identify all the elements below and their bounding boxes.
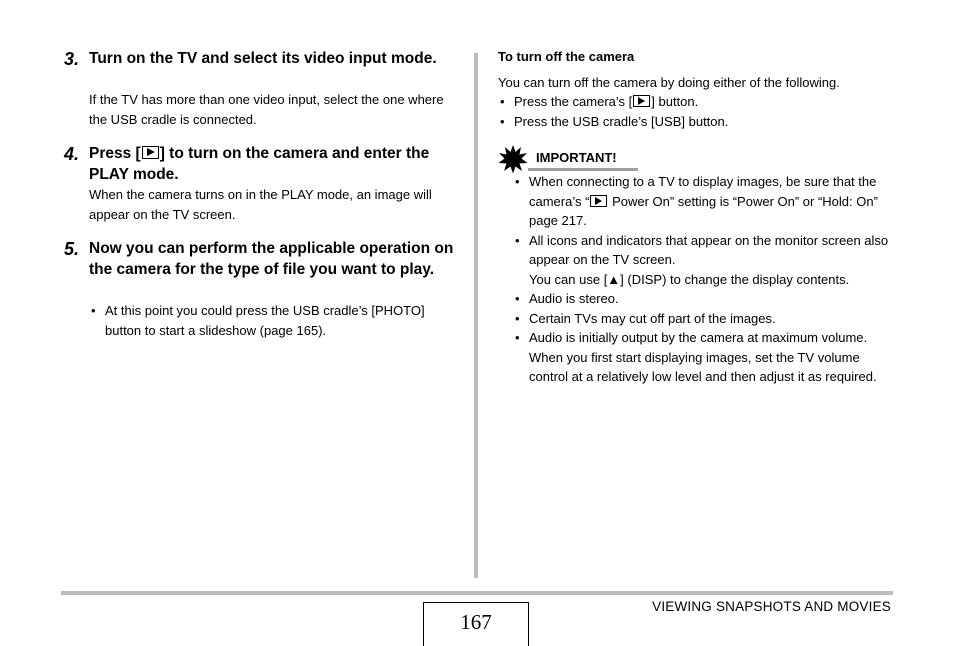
footer-rule (61, 591, 893, 595)
play-button-icon (590, 195, 607, 207)
list-item: • Press the camera’s [ ] button. (498, 92, 898, 112)
starburst-icon (498, 144, 528, 174)
step-4-title-start: Press [ (89, 145, 141, 162)
list-item: • Certain TVs may cut off part of the images. (513, 309, 893, 329)
step-5-bullet-list (89, 301, 464, 340)
important-underline (528, 168, 638, 171)
list-item: • Audio is initially output by the camera at maximum volume. When you first start displaying images, set the TV volume control at a relatively low level and then adjust it as required. (513, 328, 893, 387)
list-item: • When connecting to a TV to display images, be sure that the camera’s “ Power On” setting is “Power On” or “Hold: On” page 217. (513, 172, 893, 231)
step-4-body: When the camera turns on in the PLAY mode, an image will appear on the TV screen. (89, 187, 432, 222)
footer-section-title: VIEWING SNAPSHOTS AND MOVIES (652, 599, 891, 614)
page-number: 167 (423, 602, 529, 646)
step-4-title-end: ] to turn on the camera and enter the PLAY mode. (89, 145, 430, 183)
turn-off-intro: You can turn off the camera by doing either of the following. (498, 75, 840, 90)
step-4-number: 4. (64, 144, 80, 164)
list-item: • Audio is stereo. (513, 289, 893, 309)
turn-off-list (498, 92, 898, 131)
column-divider (474, 53, 478, 578)
step-3-number: 3. (64, 49, 80, 69)
play-button-icon (142, 146, 159, 159)
step-5-number: 5. (64, 239, 80, 259)
step-4-title (89, 144, 464, 185)
list-item: • All icons and indicators that appear on the monitor screen also appear on the TV screen. You can use [▲] (DISP) to change the display contents. (513, 231, 893, 290)
important-list (513, 172, 893, 387)
important-label: IMPORTANT! (536, 150, 617, 165)
turn-off-heading: To turn off the camera (498, 49, 635, 64)
play-button-icon (633, 95, 650, 107)
step-5-title: Now you can perform the applicable operation on the camera for the type of file you want to play. (89, 240, 454, 278)
step-5-body (89, 301, 464, 340)
step-3-body: If the TV has more than one video input, select the one where the USB cradle is connected. (89, 92, 444, 127)
list-item: • Press the USB cradle’s [USB] button. (498, 112, 898, 132)
list-item: • At this point you could press the USB cradle’s [PHOTO] button to start a slideshow (page 165). (89, 301, 464, 340)
disp-note: You can use [▲] (DISP) to change the display contents. (529, 271, 850, 287)
step-3-title: Turn on the TV and select its video input mode. (89, 50, 437, 67)
